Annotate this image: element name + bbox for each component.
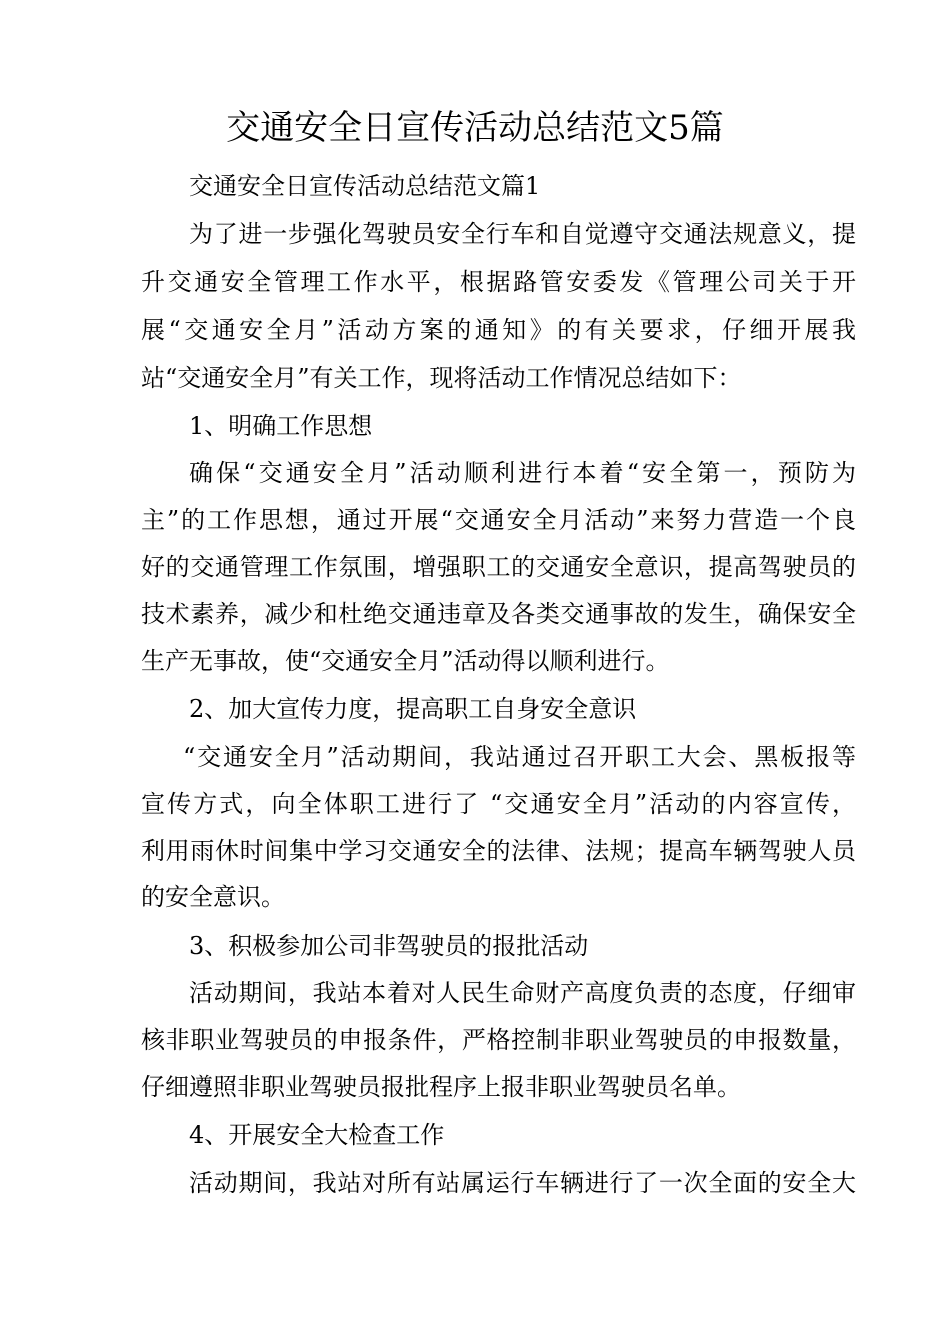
- document-title: 交通安全日宣传活动总结范文5篇: [226, 108, 724, 148]
- paragraph-line: 活动期间，我站本着对人民生命财产高度负责的态度，仔细审: [189, 979, 856, 1007]
- paragraph-line: 确保“交通安全月”活动顺利进行本着“安全第一，预防为: [189, 459, 856, 487]
- paragraph-line: 升交通安全管理工作水平，根据路管安委发《管理公司关于开: [141, 268, 856, 296]
- paragraph-line: 生产无事故，使“交通安全月”活动得以顺利进行。: [141, 647, 670, 675]
- paragraph-line: 展“交通安全月”活动方案的通知》的有关要求，仔细开展我: [141, 316, 856, 344]
- paragraph-line: 利用雨休时间集中学习交通安全的法律、法规；提高车辆驾驶人员: [141, 837, 856, 865]
- paragraph-line: “交通安全月”活动期间，我站通过召开职工大会、黑板报等: [183, 743, 856, 771]
- section-heading-2: 2、加大宣传力度，提高职工自身安全意识: [189, 695, 637, 723]
- paragraph-line: 为了进一步强化驾驶员安全行车和自觉遵守交通法规意义，提: [189, 220, 856, 248]
- section-heading-3: 3、积极参加公司非驾驶员的报批活动: [189, 932, 589, 960]
- paragraph-line: 技术素养，减少和杜绝交通违章及各类交通事故的发生，确保安全: [141, 600, 856, 628]
- section-heading-1: 1、明确工作思想: [189, 412, 373, 440]
- paragraph-line: 主”的工作思想，通过开展“交通安全月活动”来努力营造一个良: [141, 506, 856, 534]
- paragraph-line: 仔细遵照非职业驾驶员报批程序上报非职业驾驶员名单。: [141, 1073, 741, 1101]
- section-heading-article-1: 交通安全日宣传活动总结范文篇1: [189, 172, 541, 200]
- section-heading-4: 4、开展安全大检查工作: [189, 1121, 445, 1149]
- paragraph-line: 活动期间，我站对所有站属运行车辆进行了一次全面的安全大: [189, 1169, 856, 1197]
- paragraph-line: 宣传方式，向全体职工进行了 “交通安全月”活动的内容宣传，: [141, 790, 856, 818]
- paragraph-line: 的安全意识。: [141, 883, 285, 911]
- paragraph-line: 站“交通安全月”有关工作，现将活动工作情况总结如下：: [141, 364, 742, 392]
- paragraph-line: 核非职业驾驶员的申报条件，严格控制非职业驾驶员的申报数量，: [141, 1026, 856, 1054]
- paragraph-line: 好的交通管理工作氛围，增强职工的交通安全意识，提高驾驶员的: [141, 553, 856, 581]
